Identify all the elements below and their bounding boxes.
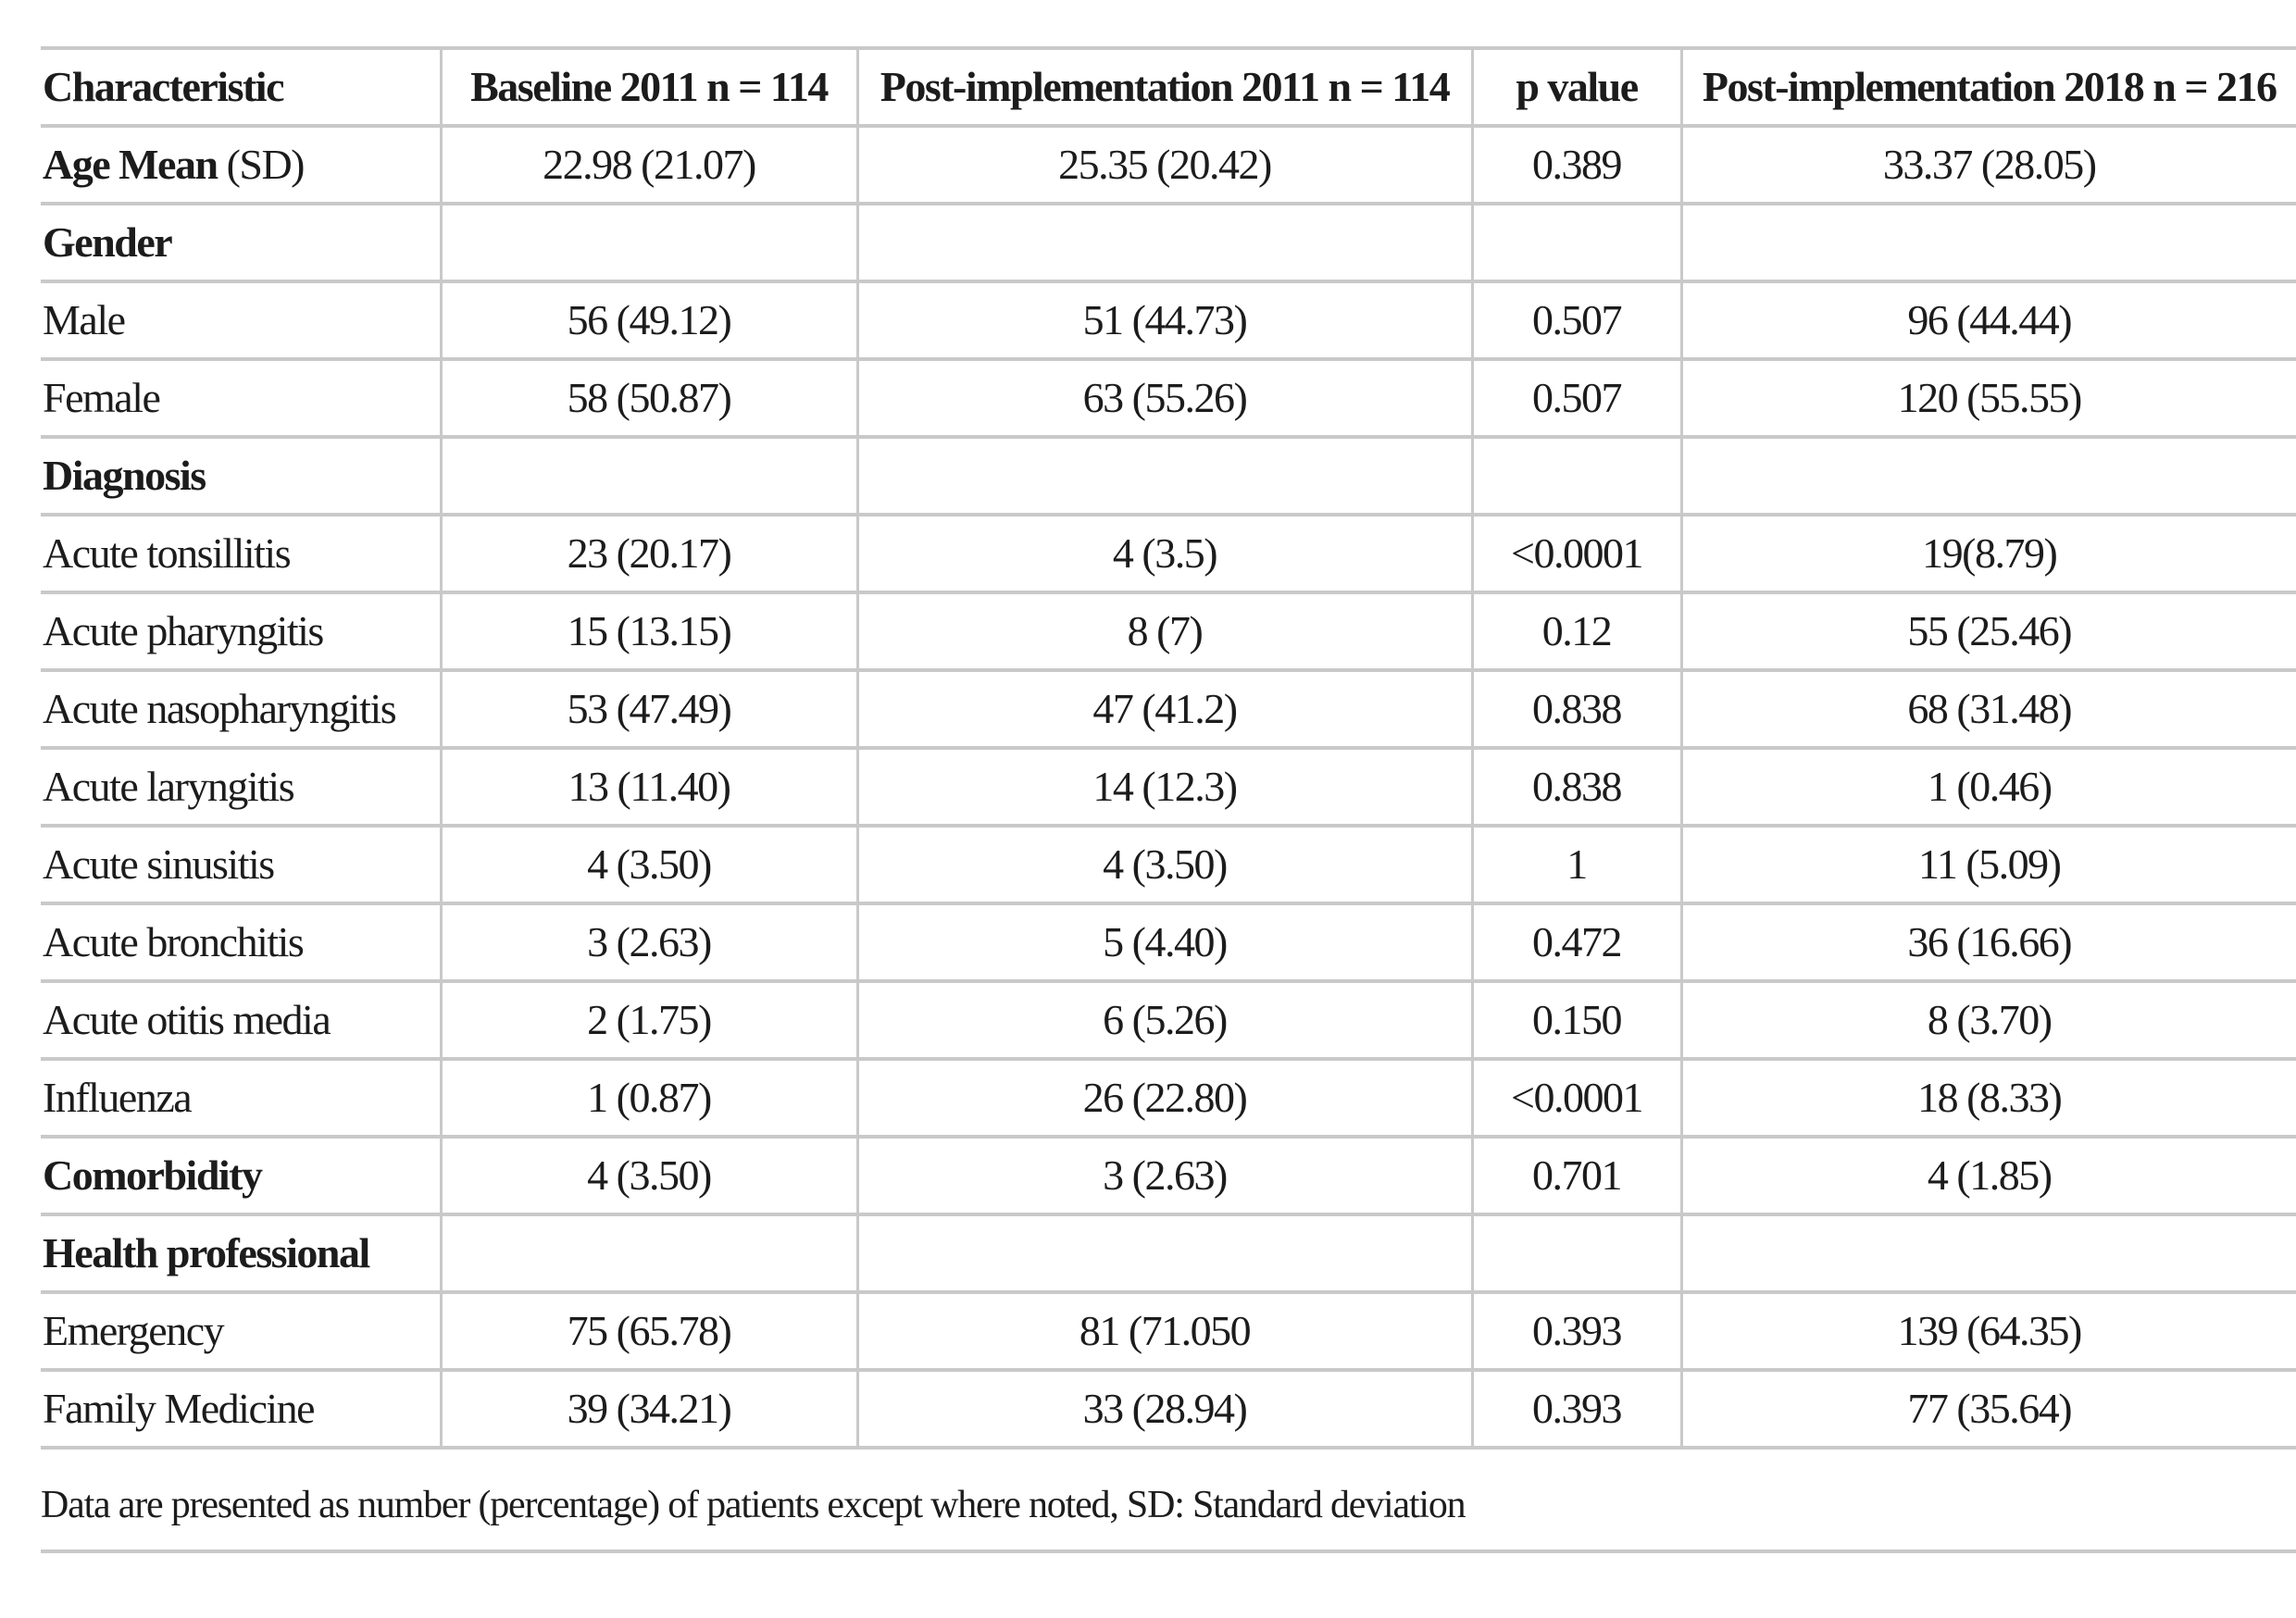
row-label-influenza: Influenza xyxy=(41,1059,441,1137)
row-label-male: Male xyxy=(41,281,441,359)
cell-emergency-post-2018: 139 (64.35) xyxy=(1681,1292,2296,1370)
cell-health-professional-post-2018 xyxy=(1681,1214,2296,1292)
table-row-female xyxy=(41,359,2296,437)
cell-age-baseline-2011: 22.98 (21.07) xyxy=(441,126,857,204)
cell-influenza-post-2011: 26 (22.80) xyxy=(857,1059,1472,1137)
cell-health-professional-p-value xyxy=(1472,1214,1681,1292)
cell-comorbidity-post-2018: 4 (1.85) xyxy=(1681,1137,2296,1214)
cell-gender-baseline-2011 xyxy=(441,204,857,281)
cell-family-medicine-baseline-2011: 39 (34.21) xyxy=(441,1370,857,1448)
cell-family-medicine-post-2011: 33 (28.94) xyxy=(857,1370,1472,1448)
data-table-container xyxy=(41,46,2296,1450)
column-header-baseline-2011: Baseline 2011 n = 114 xyxy=(441,48,857,126)
cell-acute-sinusitis-post-2018: 11 (5.09) xyxy=(1681,826,2296,903)
cell-acute-pharyngitis-post-2018: 55 (25.46) xyxy=(1681,592,2296,670)
table-header-row xyxy=(41,48,2296,126)
cell-health-professional-baseline-2011 xyxy=(441,1214,857,1292)
row-label-acute-bronchitis: Acute bronchitis xyxy=(41,903,441,981)
cell-gender-post-2018 xyxy=(1681,204,2296,281)
cell-diagnosis-post-2018 xyxy=(1681,437,2296,515)
row-label-comorbidity: Comorbidity xyxy=(41,1137,441,1214)
cell-family-medicine-post-2018: 77 (35.64) xyxy=(1681,1370,2296,1448)
cell-acute-bronchitis-post-2011: 5 (4.40) xyxy=(857,903,1472,981)
cell-male-p-value: 0.507 xyxy=(1472,281,1681,359)
cell-comorbidity-post-2011: 3 (2.63) xyxy=(857,1137,1472,1214)
cell-diagnosis-p-value xyxy=(1472,437,1681,515)
cell-influenza-baseline-2011: 1 (0.87) xyxy=(441,1059,857,1137)
table-row-gender xyxy=(41,204,2296,281)
row-label-age xyxy=(41,126,441,204)
row-label-gender: Gender xyxy=(41,204,441,281)
column-header-p-value: p value xyxy=(1472,48,1681,126)
cell-acute-otitis-media-p-value: 0.150 xyxy=(1472,981,1681,1059)
table-footnote: Data are presented as number (percentage) of patients except where noted, SD: Standard deviation xyxy=(41,1484,1466,1526)
table-row-family-medicine xyxy=(41,1370,2296,1448)
table-row-acute-sinusitis xyxy=(41,826,2296,903)
cell-age-p-value: 0.389 xyxy=(1472,126,1681,204)
cell-acute-tonsillitis-p-value: <0.0001 xyxy=(1472,515,1681,592)
cell-gender-p-value xyxy=(1472,204,1681,281)
table-row-influenza xyxy=(41,1059,2296,1137)
cell-female-p-value: 0.507 xyxy=(1472,359,1681,437)
column-header-post-implementation-2018: Post-implementation 2018 n = 216 xyxy=(1681,48,2296,126)
column-header-post-implementation-2011: Post-implementation 2011 n = 114 xyxy=(857,48,1472,126)
row-label-female: Female xyxy=(41,359,441,437)
cell-acute-pharyngitis-post-2011: 8 (7) xyxy=(857,592,1472,670)
cell-male-post-2011: 51 (44.73) xyxy=(857,281,1472,359)
cell-influenza-post-2018: 18 (8.33) xyxy=(1681,1059,2296,1137)
cell-comorbidity-baseline-2011: 4 (3.50) xyxy=(441,1137,857,1214)
cell-emergency-baseline-2011: 75 (65.78) xyxy=(441,1292,857,1370)
cell-age-post-2011: 25.35 (20.42) xyxy=(857,126,1472,204)
cell-acute-laryngitis-baseline-2011: 13 (11.40) xyxy=(441,748,857,826)
cell-acute-otitis-media-baseline-2011: 2 (1.75) xyxy=(441,981,857,1059)
cell-acute-laryngitis-post-2011: 14 (12.3) xyxy=(857,748,1472,826)
row-label-health-professional: Health professional xyxy=(41,1214,441,1292)
cell-female-post-2018: 120 (55.55) xyxy=(1681,359,2296,437)
table-row-acute-otitis-media xyxy=(41,981,2296,1059)
cell-health-professional-post-2011 xyxy=(857,1214,1472,1292)
table-row-acute-nasopharyngitis xyxy=(41,670,2296,748)
cell-acute-bronchitis-baseline-2011: 3 (2.63) xyxy=(441,903,857,981)
cell-acute-laryngitis-p-value: 0.838 xyxy=(1472,748,1681,826)
row-label-diagnosis: Diagnosis xyxy=(41,437,441,515)
cell-acute-nasopharyngitis-p-value: 0.838 xyxy=(1472,670,1681,748)
cell-emergency-post-2011: 81 (71.050 xyxy=(857,1292,1472,1370)
cell-acute-sinusitis-baseline-2011: 4 (3.50) xyxy=(441,826,857,903)
cell-emergency-p-value: 0.393 xyxy=(1472,1292,1681,1370)
cell-gender-post-2011 xyxy=(857,204,1472,281)
cell-diagnosis-baseline-2011 xyxy=(441,437,857,515)
cell-influenza-p-value: <0.0001 xyxy=(1472,1059,1681,1137)
cell-acute-tonsillitis-post-2018: 19(8.79) xyxy=(1681,515,2296,592)
cell-acute-tonsillitis-post-2011: 4 (3.5) xyxy=(857,515,1472,592)
row-label-acute-laryngitis: Acute laryngitis xyxy=(41,748,441,826)
table-row-age xyxy=(41,126,2296,204)
table-row-emergency xyxy=(41,1292,2296,1370)
cell-acute-pharyngitis-p-value: 0.12 xyxy=(1472,592,1681,670)
table-row-acute-bronchitis xyxy=(41,903,2296,981)
cell-acute-bronchitis-post-2018: 36 (16.66) xyxy=(1681,903,2296,981)
cell-comorbidity-p-value: 0.701 xyxy=(1472,1137,1681,1214)
cell-acute-nasopharyngitis-baseline-2011: 53 (47.49) xyxy=(441,670,857,748)
row-label-acute-pharyngitis: Acute pharyngitis xyxy=(41,592,441,670)
cell-acute-nasopharyngitis-post-2011: 47 (41.2) xyxy=(857,670,1472,748)
table-row-comorbidity xyxy=(41,1137,2296,1214)
cell-male-baseline-2011: 56 (49.12) xyxy=(441,281,857,359)
table-row-diagnosis xyxy=(41,437,2296,515)
row-label-acute-tonsillitis: Acute tonsillitis xyxy=(41,515,441,592)
row-label-acute-otitis-media: Acute otitis media xyxy=(41,981,441,1059)
cell-acute-bronchitis-p-value: 0.472 xyxy=(1472,903,1681,981)
cell-family-medicine-p-value: 0.393 xyxy=(1472,1370,1681,1448)
cell-acute-sinusitis-post-2011: 4 (3.50) xyxy=(857,826,1472,903)
row-label-acute-sinusitis: Acute sinusitis xyxy=(41,826,441,903)
cell-female-post-2011: 63 (55.26) xyxy=(857,359,1472,437)
cell-acute-otitis-media-post-2018: 8 (3.70) xyxy=(1681,981,2296,1059)
cell-female-baseline-2011: 58 (50.87) xyxy=(441,359,857,437)
table-row-health-professional xyxy=(41,1214,2296,1292)
age-label-suffix: (SD) xyxy=(217,141,305,188)
table-row-acute-pharyngitis xyxy=(41,592,2296,670)
cell-male-post-2018: 96 (44.44) xyxy=(1681,281,2296,359)
cell-acute-nasopharyngitis-post-2018: 68 (31.48) xyxy=(1681,670,2296,748)
cell-acute-tonsillitis-baseline-2011: 23 (20.17) xyxy=(441,515,857,592)
cell-age-post-2018: 33.37 (28.05) xyxy=(1681,126,2296,204)
cell-acute-otitis-media-post-2011: 6 (5.26) xyxy=(857,981,1472,1059)
cell-acute-pharyngitis-baseline-2011: 15 (13.15) xyxy=(441,592,857,670)
bottom-divider xyxy=(41,1550,2296,1553)
characteristics-table xyxy=(41,46,2296,1450)
table-row-male xyxy=(41,281,2296,359)
table-row-acute-tonsillitis xyxy=(41,515,2296,592)
cell-acute-laryngitis-post-2018: 1 (0.46) xyxy=(1681,748,2296,826)
row-label-family-medicine: Family Medicine xyxy=(41,1370,441,1448)
table-row-acute-laryngitis xyxy=(41,748,2296,826)
age-label-bold: Age Mean xyxy=(43,141,218,188)
column-header-characteristic: Characteristic xyxy=(41,48,441,126)
row-label-acute-nasopharyngitis: Acute nasopharyngitis xyxy=(41,670,441,748)
row-label-emergency: Emergency xyxy=(41,1292,441,1370)
cell-acute-sinusitis-p-value: 1 xyxy=(1472,826,1681,903)
cell-diagnosis-post-2011 xyxy=(857,437,1472,515)
